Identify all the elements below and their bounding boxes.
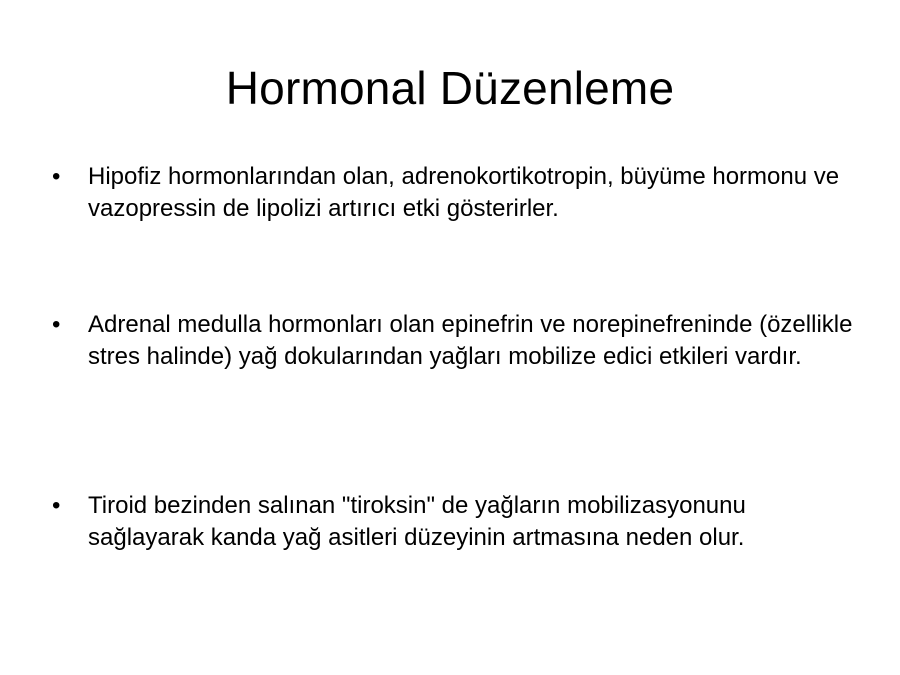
bullet-text: Adrenal medulla hormonları olan epinefrin ve norepinefreninde (özellikle stres halinde) yağ dokularından yağları mobilize edici etkileri vardır. — [88, 311, 853, 370]
bullet-text: Tiroid bezinden salınan "tiroksin" de yağların mobilizasyonunu sağlayarak kanda yağ asitleri düzeyinin artmasına neden olur. — [88, 492, 746, 551]
bullet-dot-icon: • — [52, 492, 61, 519]
bullet-dot-icon: • — [52, 311, 61, 338]
bullet-text: Hipofiz hormonlarından olan, adrenokortikotropin, büyüme hormonu ve vazopressin de lipolizi artırıcı etki gösterirler. — [88, 163, 840, 222]
bullet-dot-icon: • — [52, 163, 61, 190]
slide-title: Hormonal Düzenleme — [225, 62, 675, 114]
